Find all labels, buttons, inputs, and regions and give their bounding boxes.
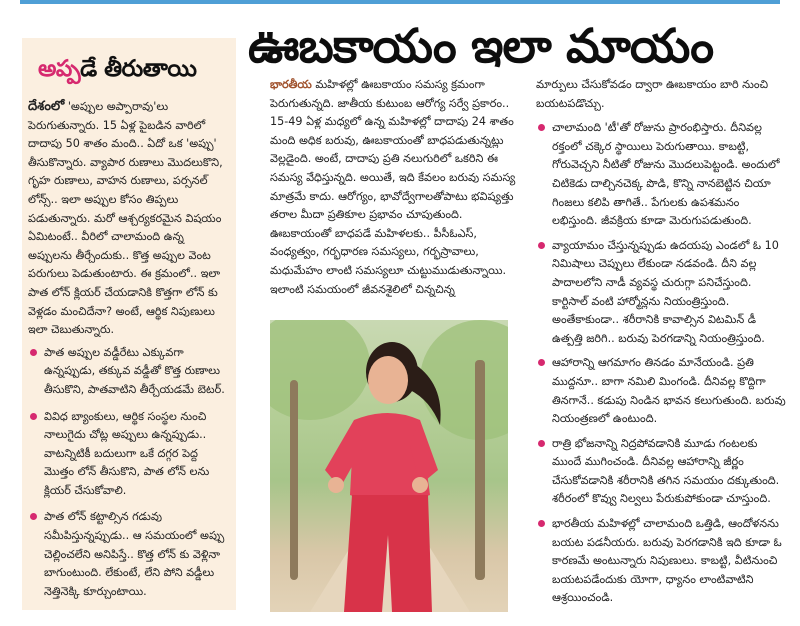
bullet-dot-icon	[538, 359, 545, 366]
sidebar-intro-text: 'అప్పుల అప్పారావు'లు పెరుగుతున్నారు. 15 ఏళ్ల పైబడిన వారిలో దాదాపు 50 శాతం మంది.. ఏదో ఒక 'అప్పు' తీసుకొన్నారు. వ్యాపార రుణాలు మొదలుకొని, గృహ రుణాలు, వాహన రుణాలు, పర్సనల్ లోన్స్.. ఇలా అప్పుల కోసం తిప్పలు పడుతున్నారు. మరో ఆశ్చర్యకరమైన విషయం ఏమిటంటే.. వీరిలో చాలామంది ఉన్న అప్పులను తీర్చేందుకు.. కొత్త అప్పుల వెంట పరుగులు పెడుతుంటారు. ఈ క్రమంలో.. ఇలా పాత లోన్ క్లియర్ చేయడానికి కొత్తగా లోన్ కు వెళ్లడం మంచిదేనా? అంటే, ఆర్థిక నిపుణులు ఇలా చెబుతున్నారు.	[28, 100, 223, 337]
tip-item	[536, 119, 788, 231]
woman-jogging-photo	[270, 320, 508, 612]
tip-text: చాలామంది 'టీ'తో రోజును ప్రారంభిస్తారు. దీనివల్ల రక్తంలో చక్కెర స్థాయిలు పెరుగుతాయి. కాబట్టి, గోరువెచ్చని నీటితో రోజును మొదలుపెట్టండి. అందులో చిటికెడు దాల్చినచెక్క పొడి, కొన్ని నానబెట్టిన చియా గింజలు కలిపి తాగితే.. పేగులకు ఉపశమనం లభిస్తుంది. జీవక్రియ కూడా మెరుగుపడుతుంది.	[552, 121, 780, 228]
bullet-dot-icon	[30, 413, 37, 420]
sidebar-bullet	[28, 508, 230, 601]
article-column-2-intro: మార్పులు చేసుకోవడం ద్వారా ఊబకాయం బారి నుంచి బయటపడొచ్చు.	[536, 78, 769, 110]
top-rule	[20, 0, 780, 4]
jogging-woman-figure	[270, 320, 508, 612]
sidebar-bullet-text: వివిధ బ్యాంకులు, ఆర్థిక సంస్థల నుంచి నాలుగైదు చోట్ల అప్పులు ఉన్నప్పుడు.. వాటన్నిటికీ బదులుగా ఒకే దగ్గర పెద్ద మొత్తం లోన్ తీసుకొని, పాత లోన్ లను క్లియర్ చేసుకోవాలి.	[44, 409, 210, 497]
article-headline: ఊబకాయం ఇలా మాయం	[248, 19, 714, 74]
sidebar-intro	[28, 98, 230, 340]
sidebar-intro-lead: దేశంలో	[28, 99, 65, 114]
sidebar-bullet-text: పాత లోన్ కట్టాల్సిన గడువు సమీపిస్తున్నప్పుడు.. ఆ సమయంలో అప్పు చెల్లించలేని అనిపిస్తే.. కొత్త లోన్ కు వెళ్లినా బాగుంటుంది. లేకుంటే, లేని పోని వడ్డీలు నెత్తినెక్కి కూర్చుంటాయి.	[44, 510, 225, 598]
tip-text: వ్యాయామం చేస్తున్నప్పుడు ఉదయపు ఎండలో ఓ 10 నిమిషాలు చెప్పులు లేకుండా నడవండి. దీని వల్ల పాదాలలోని నాడీ వ్యవస్థ చురుగ్గా పనిచేస్తుంది. కార్టిసాల్ వంటి హార్మోన్లను నియంత్రిస్తుంది. అంతేకాకుండా.. శరీరానికి కావాల్సిన విటమిన్ డీ ఉత్పత్తి జరిగి.. బరువు పెరగడాన్ని నియంత్రిస్తుంది.	[552, 238, 779, 345]
sidebar-body	[28, 98, 230, 601]
tip-text: భారతీయ మహిళల్లో చాలామంది ఒత్తిడి, ఆందోళనను బయట పడనీయరు. బరువు పెరగడానికి ఇది కూడా ఓ కారణమే అంటున్నారు నిపుణులు. కాబట్టి, వీటినుంచి బయటపడేందుకు యోగా, ధ్యానం లాంటివాటిని ఆశ్రయించండి.	[552, 517, 782, 605]
tip-item	[536, 515, 788, 608]
bullet-dot-icon	[538, 242, 545, 249]
article-lead-word: భారతీయ	[270, 78, 312, 91]
tip-item	[536, 354, 788, 428]
tip-text: ఆహారాన్ని ఆగమాగం తినడం మానేయండి. ప్రతి ముద్దనూ.. బాగా నమిలి మింగండి. దీనివల్ల కొద్దిగా తినగానే.. కడుపు నిండిన భావన కలుగుతుంది. బరువు నియంత్రణలో ఉంటుంది.	[552, 356, 786, 426]
bullet-dot-icon	[538, 440, 545, 447]
tip-item	[536, 435, 788, 509]
sidebar-box	[22, 38, 236, 610]
article-column-1	[270, 76, 522, 299]
article-column-2	[536, 76, 788, 614]
bullet-dot-icon	[30, 349, 37, 356]
tip-text: రాత్రి భోజనాన్ని నిద్రపోవడానికి మూడు గంటలకు ముందే ముగించండి. దీనివల్ల ఆహారాన్ని జీర్ణం చేసుకోవడానికి శరీరానికి తగిన సమయం దక్కుతుంది. శరీరంలో కొవ్వు నిల్వలు పేరుకుపోకుండా చూస్తుంది.	[552, 436, 780, 506]
sidebar-title	[38, 54, 230, 84]
sidebar-title-accent: అప్ప	[38, 56, 81, 82]
sidebar-bullet	[28, 408, 230, 501]
tip-item	[536, 237, 788, 349]
sidebar-title-rest: డే తీరుతాయి	[80, 56, 197, 82]
sidebar-bullet-text: పాత అప్పుల వడ్డీరేటు ఎక్కువగా ఉన్నప్పుడు, తక్కువ వడ్డీతో కొత్త రుణాలు తీసుకొని, పాతవాటిని తీర్చేయడమే బెటర్.	[44, 345, 225, 396]
bullet-dot-icon	[30, 513, 37, 520]
sidebar-bullet	[28, 344, 230, 400]
bullet-dot-icon	[538, 520, 545, 527]
article-column-1-text: మహిళల్లో ఊబకాయం సమస్య క్రమంగా పెరుగుతున్నది. జాతీయ కుటుంబ ఆరోగ్య సర్వే ప్రకారం.. 15-49 ఏళ్ల మధ్యలో ఉన్న మహిళల్లో దాదాపు 24 శాతం మంది అధిక బరువు, ఊబకాయంతో బాధపడుతున్నట్లు వెల్లడైంది. అంటే, దాదాపు ప్రతి నలుగురిలో ఒకరిని ఈ సమస్య వేధిస్తున్నది. అయితే, ఇది కేవలం బరువు సమస్య మాత్రమే కాదు. ఆరోగ్యం, భావోద్వేగాలతోపాటు భవిష్యత్తు తరాల మీదా ప్రతికూల ప్రభావం చూపుతుంది. ఊబకాయంతో బాధపడే మహిళలకు.. పీసీఓఎస్, వంధ్యత్వం, గర్భధారణ సమస్యలు, గర్భస్రావాలు, మధుమేహం లాంటి సమస్యలూ చుట్టుముడుతున్నాయి. ఇలాంటి సమయంలో జీవనశైలిలో చిన్నచిన్న	[270, 78, 516, 296]
bullet-dot-icon	[538, 124, 545, 131]
